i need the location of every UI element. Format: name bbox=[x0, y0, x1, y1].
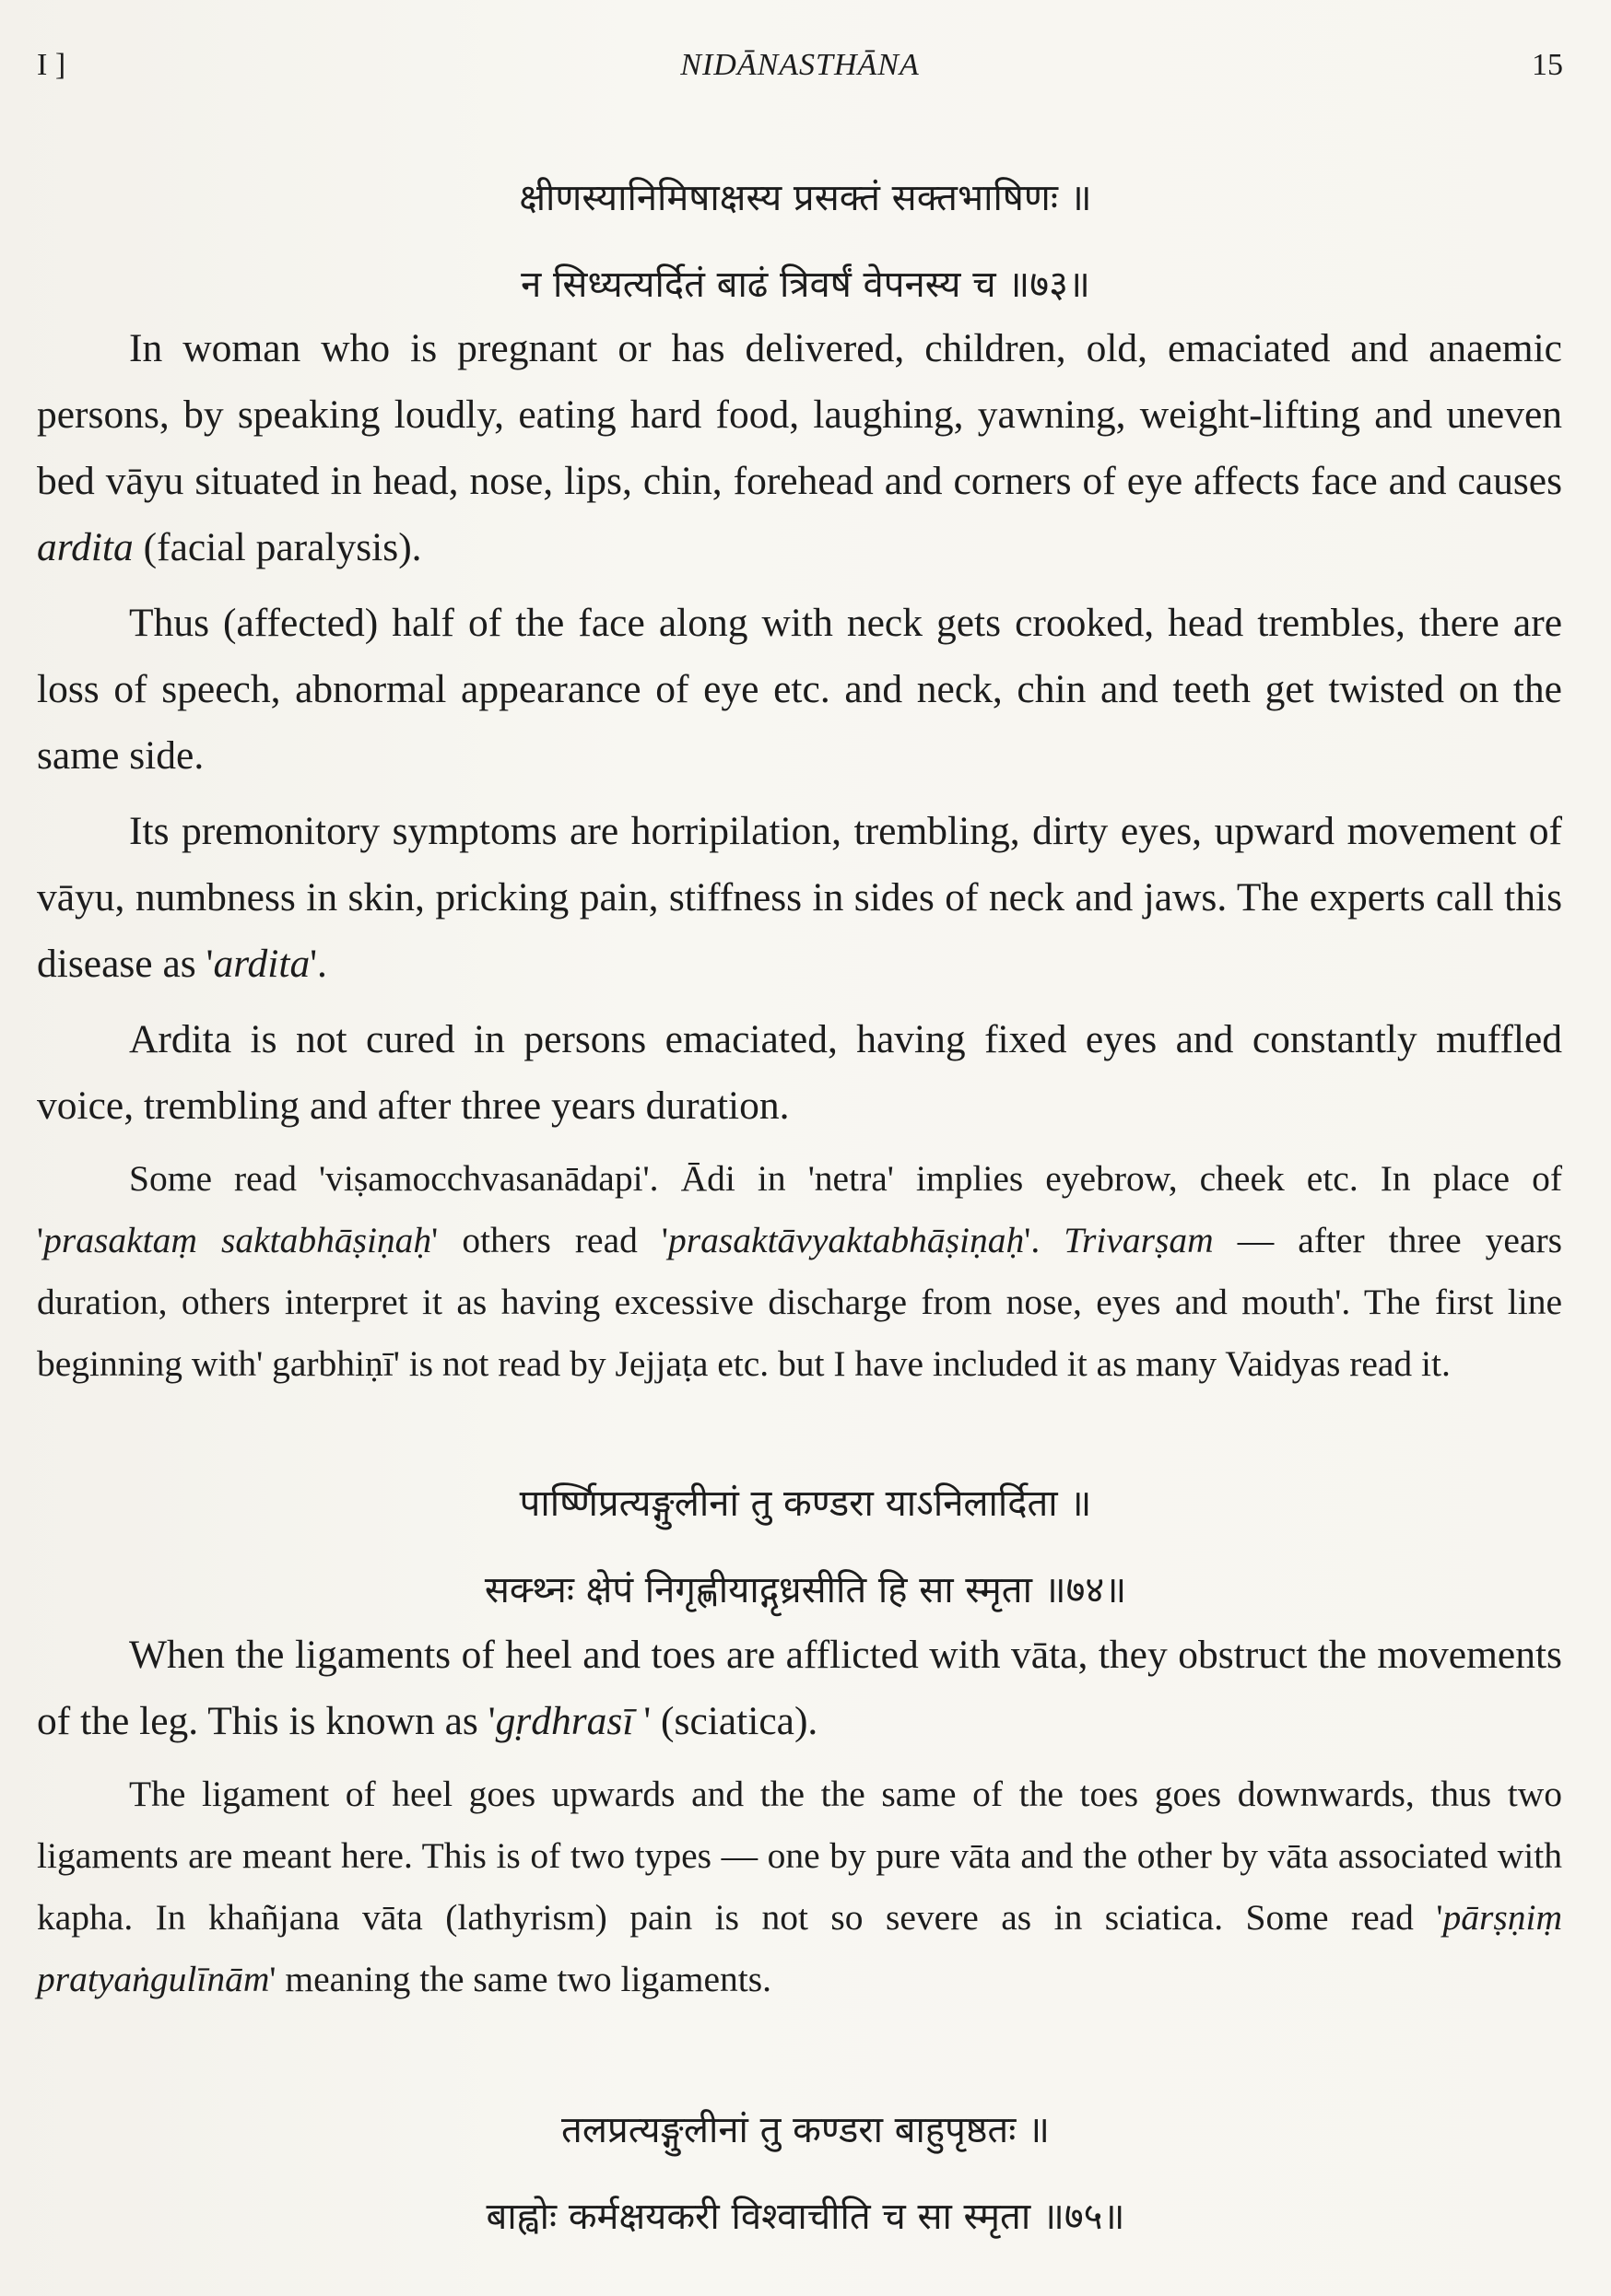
verse-line: क्षीणस्यानिमिषाक्षस्य प्रसक्तं सक्तभाषिणः ॥ bbox=[519, 177, 1092, 219]
running-head bbox=[37, 48, 1563, 94]
paragraph: Its premonitory symptoms are horripilation, trembling, dirty eyes, upward movement of vāyu, numbness in skin, pricking pain, stiffness in sides of neck and jaws. The experts call this disease as 'ardita'. bbox=[37, 809, 1562, 986]
verse-line: सक्थ्नः क्षेपं निगृह्णीयाद्गृध्रसीति हि सा स्मृता ॥७४॥ bbox=[484, 1569, 1127, 1611]
paragraph: When the ligaments of heel and toes are afflicted with vāta, they obstruct the movements of the leg. This is known as 'gṛdhrasī ' (sciatica). bbox=[37, 1633, 1562, 1743]
sanskrit-verse-75 bbox=[0, 2087, 1611, 2260]
chapter-marker: I ] bbox=[37, 48, 66, 82]
paragraph: In woman who is pregnant or has delivered, children, old, emaciated and anaemic persons, by speaking loudly, eating hard food, laughing, yawning, weight-lifting and uneven bed vāyu situated in head, nose, lips, chin, forehead and corners of eye affects face and causes ardita (facial paralysis). bbox=[37, 326, 1562, 569]
verse-line: न सिध्यत्यर्दितं बाढं त्रिवर्षं वेपनस्य च ॥७३॥ bbox=[521, 264, 1090, 306]
translation-block-1 bbox=[37, 315, 1562, 1395]
verse-line: पार्ष्णिप्रत्यङ्गुलीनां तु कण्डरा याऽनिलार्दिता ॥ bbox=[519, 1482, 1092, 1525]
sanskrit-verse-73 bbox=[0, 155, 1611, 328]
commentary-paragraph: The ligament of heel goes upwards and the the same of the toes goes downwards, thus two ligaments are meant here. This is of two types — one by pure vāta and the other by vāta associated with kapha. In khañjana vāta (lathyrism) pain is not so severe as in sciatica. Some read 'pārṣṇiṃ pratyaṅgulīnām' meaning the same two ligaments. bbox=[37, 1774, 1562, 1999]
term: gṛdhrasī bbox=[495, 1699, 634, 1743]
translation-block-2 bbox=[37, 1622, 1562, 2010]
sanskrit-verse-74 bbox=[0, 1460, 1611, 1634]
verse-line: बाह्वोः कर्मक्षयकरी विश्वाचीति च सा स्मृता ॥७५॥ bbox=[486, 2196, 1125, 2238]
term: ardita bbox=[213, 942, 311, 986]
term: ardita bbox=[37, 525, 134, 569]
commentary-paragraph: Some read 'viṣamocchvasanādapi'. Ādi in 'netra' implies eyebrow, cheek etc. In place of 'prasaktaṃ saktabhāṣiṇaḥ' others read 'prasaktāvyaktabhāṣiṇaḥ'. Trivarṣam — after three years duration, others interpret it as having excessive discharge from nose, eyes and mouth'. The first line beginning with' garbhiṇī' is not read by Jejjaṭa etc. but I have included it as many Vaidyas read it. bbox=[37, 1158, 1563, 1384]
verse-line: तलप्रत्यङ्गुलीनां तु कण्डरा बाहुपृष्ठतः ॥ bbox=[561, 2109, 1050, 2151]
page-number: 15 bbox=[1532, 48, 1563, 82]
paragraph: Thus (affected) half of the face along with neck gets crooked, head trembles, there are loss of speech, abnormal appearance of eye etc. and neck, chin and teeth get twisted on the same side. bbox=[37, 601, 1562, 778]
section-title: NIDĀNASTHĀNA bbox=[680, 48, 920, 82]
commentary-1 bbox=[37, 1148, 1562, 1395]
paragraph: Ardita is not cured in persons emaciated, having fixed eyes and constantly muffled voice, trembling and after three years duration. bbox=[37, 1017, 1562, 1128]
commentary-2 bbox=[37, 1763, 1562, 2010]
